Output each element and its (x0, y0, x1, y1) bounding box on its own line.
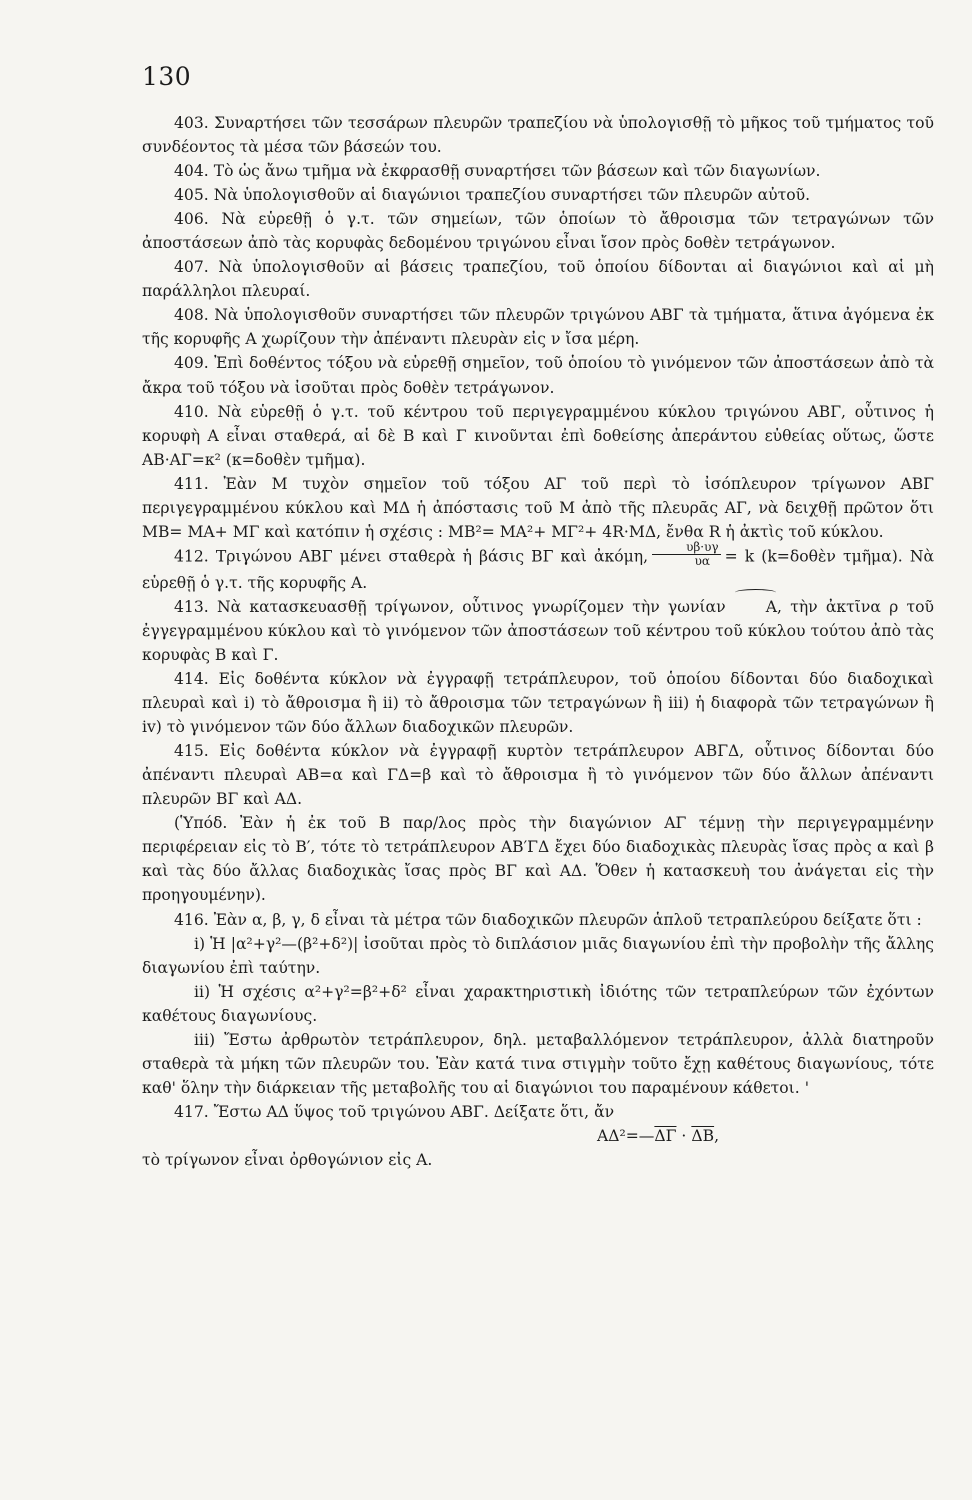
problem-417-conclusion: τὸ τρίγωνον εἶναι ὀρθογώνιον εἰς Α. (142, 1150, 433, 1169)
problem-number: 410. (174, 402, 209, 421)
problem-number: 414. (174, 670, 209, 689)
problem-416 (142, 908, 934, 932)
problem-412 (142, 539, 935, 595)
problem-text-cont: , τὴν ἀκτῖνα ρ τοῦ ἐγγεγραμμένου κύκλου καὶ τὸ γινόμενον τῶν ἀποστάσεων τοῦ κέντρου τοῦ κύκλου τούτου ἀπὸ τὰς κορυφὰς Β καὶ Γ. (142, 597, 934, 664)
problem-text: Τριγώνου ΑΒΓ μένει σταθερὰ ἡ βάσις ΒΓ καὶ ἀκόμη, (215, 547, 649, 566)
problem-text: Ἐπὶ δοθέντος τόξου νὰ εὑρεθῇ σημεῖον, τοῦ ὁποίου τὸ γινόμενον τῶν ἀποστάσεων ἀπὸ τὰ ἄκρα τοῦ τόξου νὰ ἰσοῦται πρὸς δοθὲν τετράγωνον. (142, 354, 934, 397)
problem-text: Συναρτήσει τῶν τεσσάρων πλευρῶν τραπεζίου νὰ ὑπολογισθῇ τὸ μῆκος τοῦ τμήματος τοῦ συνδέοντος τὰ μέσα τῶν βάσεών του. (142, 114, 934, 157)
problem-text: Νὰ κατασκευασθῇ τρίγωνον, οὗτινος γνωρίζομεν τὴν γωνίαν (216, 597, 726, 616)
problem-text: Νὰ ὑπολογισθοῦν αἱ διαγώνιοι τραπεζίου συναρτήσει τῶν πλευρῶν αὐτοῦ. (213, 186, 811, 205)
page-number: 130 (142, 62, 192, 91)
formula-dot: · (676, 1126, 692, 1145)
problem-406 (142, 207, 934, 255)
fraction (652, 541, 721, 568)
problem-number: 416. (174, 910, 209, 929)
problem-416-item-ii: ii) Ἡ σχέσις α²+γ²=β²+δ² εἶναι χαρακτηριστικὴ ἰδιότης τῶν τετραπλεύρων τῶν ἐχόντων καθέτους διαγωνίους. (142, 982, 934, 1025)
problem-number: 405. (174, 186, 209, 205)
problem-number: 407. (174, 258, 209, 277)
problem-407 (142, 255, 934, 303)
problem-text: Νὰ εὑρεθῇ ὁ γ.τ. τοῦ κέντρου τοῦ περιγεγραμμένου κύκλου τριγώνου ΑΒΓ, οὗτινος ἡ κορυφὴ Α εἶναι σταθερά, αἱ δὲ Β καὶ Γ κινοῦνται ἐπὶ δοθείσης ἀπεράντου εὐθείας οὕτως, ὥστε ΑΒ·ΑΓ=κ² (κ=δοθὲν τμῆμα). (142, 402, 934, 469)
problem-text: Νὰ ὑπολογισθοῦν αἱ βάσεις τραπεζίου, τοῦ ὁποίου δίδονται αἱ διαγώνιοι καὶ αἱ μὴ παράλληλοι πλευραί. (142, 258, 934, 301)
problem-number: 404. (174, 162, 209, 181)
problem-number: 417. (174, 1102, 209, 1121)
problem-text: Εἰς δοθέντα κύκλον νὰ ἐγγραφῇ τετράπλευρον, τοῦ ὁποίου δίδονται δύο διαδοχικαὶ πλευραὶ καὶ i) τὸ ἄθροισμα ἢ ii) τὸ ἄθροισμα τῶν τετραγώνων ἢ iii) ἡ διαφορὰ τῶν τετραγώνων ἢ iv) τὸ γινόμενον τῶν δύο ἄλλων διαδοχικῶν πλευρῶν. (142, 670, 934, 737)
vector-db: $\overline{\Delta B}$ (691, 1126, 715, 1145)
problem-404 (142, 159, 934, 183)
problem-416-item-i: i) Ἡ |α²+γ²—(β²+δ²)| ἰσοῦται πρὸς τὸ διπλάσιον μιᾶς διαγωνίου ἐπὶ τὴν προβολὴν τῆς ἄλλης διαγωνίου ἐπὶ ταύτην. (142, 934, 934, 977)
problem-405 (142, 183, 934, 207)
problem-number: 413. (174, 597, 209, 616)
problem-number: 412. (174, 547, 209, 566)
problem-414 (142, 667, 934, 739)
hint-415 (142, 811, 934, 907)
fraction-numerator: υβ·υγ (652, 541, 721, 555)
problem-416-item-iii: iii) Ἔστω ἀρθρωτὸν τετράπλευρον, δηλ. μεταβαλλόμενον τετράπλευρον, ἀλλὰ διατηροῦν σταθερὰ τὰ μήκη τῶν πλευρῶν του. Ἐὰν κατά τινα στιγμὴν τοῦτο ἔχῃ καθέτους διαγωνίους, τότε καθ' ὅλην τὴν διάρκειαν τῆς μεταβολῆς του αἱ διαγώνιοι του παραμένουν κάθετοι. ' (142, 1030, 934, 1097)
page-text (142, 111, 934, 1172)
problem-410 (142, 400, 934, 472)
problem-number: 408. (174, 306, 209, 325)
hint-label: (Ὑπόδ. (174, 814, 228, 833)
problem-409 (142, 351, 934, 399)
problem-411 (142, 472, 934, 544)
problem-number: 415. (174, 742, 209, 761)
problem-text: Ἐὰν Μ τυχὸν σημεῖον τοῦ τόξου ΑΓ τοῦ περὶ τὸ ἰσόπλευρον τρίγωνον ΑΒΓ περιγεγραμμένου κύκλου καὶ ΜΔ ἡ ἀπόστασις τοῦ Μ ἀπὸ τῆς πλευρᾶς ΑΓ, νὰ δειχθῇ πρῶτον ὅτι ΜΒ= ΜΑ+ ΜΓ καὶ κατόπιν ἡ σχέσις : ΜΒ²= ΜΑ²+ ΜΓ²+ 4R·ΜΔ, ἔνθα R ἡ ἀκτὶς τοῦ κύκλου. (142, 474, 934, 541)
problem-text: Ἐὰν α, β, γ, δ εἶναι τὰ μέτρα τῶν διαδοχικῶν πλευρῶν ἁπλοῦ τετραπλεύρου δείξατε ὅτι : (213, 910, 922, 929)
problem-text: Νὰ εὑρεθῇ ὁ γ.τ. τῶν σημείων, τῶν ὁποίων τὸ ἄθροισμα τῶν τετραγώνων τῶν ἀποστάσεων ἀπὸ τὰς κορυφὰς δεδομένου τριγώνου εἶναι ἴσον πρὸς δοθὲν τετράγωνον. (142, 210, 934, 253)
problem-text: Εἰς δοθέντα κύκλον νὰ ἐγγραφῇ κυρτὸν τετράπλευρον ΑΒΓΔ, οὗτινος δίδονται δύο ἀπέναντι πλευραὶ ΑΒ=α καὶ ΓΔ=β καὶ τὸ ἄθροισμα ἢ τὸ γινόμενον τῶν δύο ἄλλων ἀπέναντι πλευρῶν ΒΓ καὶ ΑΔ. (142, 742, 934, 809)
problem-number: 403. (174, 114, 209, 132)
problem-408 (142, 303, 934, 351)
problem-number: 411. (174, 474, 209, 493)
hint-text: Ἐὰν ἡ ἐκ τοῦ Β παρ/λος πρὸς τὴν διαγώνιον ΑΓ τέμνῃ τὴν περιγεγραμμένην περιφέρειαν εἰς τὸ Β′, τότε τὸ τετράπλευρον ΑΒ′ΓΔ ἔχει δύο διαδοχικὰς πλευρὰς ἴσας πρὸς α καὶ β καὶ τὰς δύο ἄλλας διαδοχικὰς ἴσας πρὸς ΒΓ καὶ ΑΔ. Ὅθεν ἡ κατασκευὴ του ἀνάγεται εἰς τὴν προηγουμένην). (142, 814, 934, 905)
fraction-denominator: υα (694, 553, 711, 568)
formula-left: ΑΔ²=— (596, 1126, 655, 1145)
problem-415 (142, 739, 934, 811)
problem-413 (142, 595, 934, 667)
problem-text: Τὸ ὡς ἄνω τμῆμα νὰ ἐκφρασθῇ συναρτήσει τῶν βάσεων καὶ τῶν διαγωνίων. (213, 162, 821, 181)
vector-dg: $\overline{\Delta\Gamma}$ (654, 1126, 677, 1145)
problem-number: 409. (174, 354, 209, 373)
problem-number: 406. (174, 210, 209, 229)
problem-417 (142, 1100, 934, 1124)
problem-text: Νὰ ὑπολογισθοῦν συναρτήσει τῶν πλευρῶν τριγώνου ΑΒΓ τὰ τμήματα, ἅτινα ἀγόμενα ἐκ τῆς κορυφῆς Α χωρίζουν τὴν ἀπέναντι πλευρὰν εἰς ν ἴσα μέρη. (142, 306, 934, 349)
angle-symbol: Α (734, 595, 777, 619)
formula-end: , (714, 1126, 720, 1145)
problem-text: Ἔστω ΑΔ ὕψος τοῦ τριγώνου ΑΒΓ. Δείξατε ὅτι, ἄν (213, 1102, 615, 1121)
problem-text-cont: = k (k=δοθὲν τμῆμα). Νὰ εὑρεθῇ ὁ γ.τ. τῆς κορυφῆς Α. (142, 547, 935, 592)
problem-403 (142, 111, 934, 159)
formula-417 (142, 1124, 934, 1148)
